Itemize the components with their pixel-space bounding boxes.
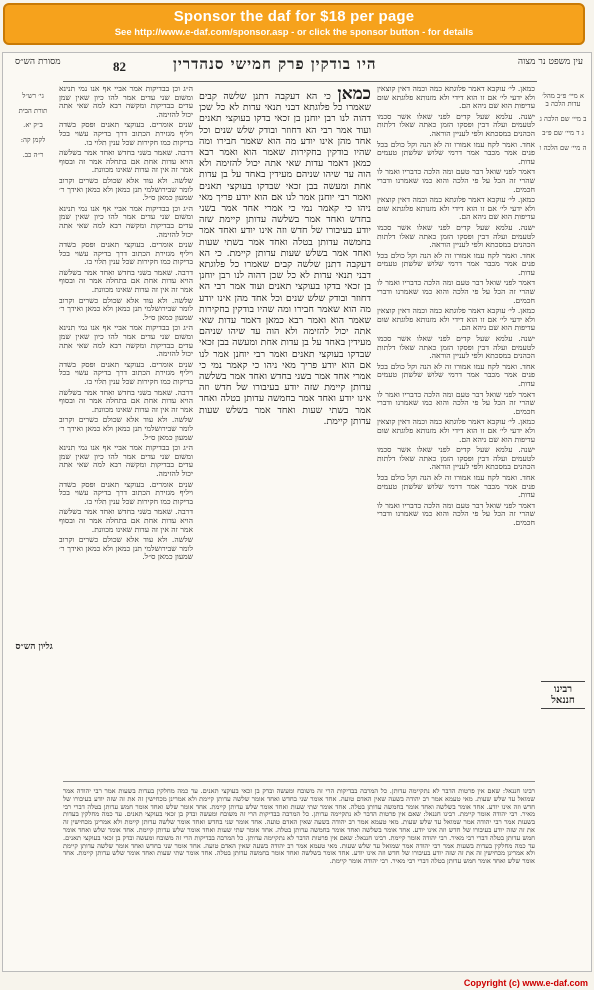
bottom-rule: [63, 781, 535, 782]
bottom-text: רבינו חננאל: שאם אין פרטות הדבר לא נתקיימה עדותן. כל המרבה בבדיקות הרי זה משובח ומעשה ובדק בן זכאי בעוקצי תאנים. עד כמה מחלקין בעדות בשעות אמר רבי יהודה אמר שמואל עד שלש שעות. מאי טעמא אמר רב יהודה בשעה שאין האדם טועה. אחד אומר שני בחדש ואחד אומר שלשה עדותן קיימת ולא אמרינן מכחישין זה את זה שזה יודע בעיבורו של חדש וזה אינו יודע. אחד אומר בשלשה ואחד אומר בחמשה עדותן בטלה. אחד אומר שתי שעות ואחד אומר שלש עדותן קיימת. אחד אומר שלש ואחד אומר חמש עדותן בטלה דברי רבי מאיר. רבי יהודה אומר קיימת.: [63, 788, 535, 819]
sponsor-banner[interactable]: [3, 3, 585, 45]
page-number: 82: [113, 59, 126, 74]
tosafot-paragraph: דרבה. שאמר בשני בחדש ואחד אמר בשלשה הויא עדות אחת אם בתחלה אמר זה ובסוף אמר זה אין זה עדות שאינו מכוונת.: [59, 507, 193, 534]
tosafot-paragraph: שלשה. ולא עוד אלא שכולם כשרים וקרוב לומר שבירושלמי תנן כמאן ולא כמאן ואידך ר׳ שמעון כמאן ס״ל.: [59, 295, 193, 322]
tosafot-paragraph: שלשה. ולא עוד אלא שכולם כשרים וקרוב לומר שבירושלמי תנן כמאן ולא כמאן ואידך ר׳ שמעון כמאן ס״ל.: [59, 415, 193, 442]
rashi-paragraph: אחד. ואמר לקח עמו אמורו זה לא הנה וקל כולם בכל פנים אמר מכבר אמר דרמי שלוש שלשתן טעמים עדות.: [377, 361, 535, 388]
tosafot-column: [59, 85, 193, 775]
tosafot-paragraph: דרבה. שאמר בשני בחדש ואחד אמר בשלשה הויא עדות אחת אם בתחלה אמר זה ובסוף אמר זה אין זה עדות שאינו מכוונת.: [59, 387, 193, 414]
rashi-paragraph: ישנה. עלמא שעל קדים לפני שאלו אשר סכמו לטעמים ועלה דבין ופסקו הזמן כאתה שאלו דלתות הכהנים במסכתא ולפי לעניין הוראה.: [377, 222, 535, 250]
tosafot-paragraph: ה״ג וכן בבדיקות אמר אביי אף אנו נמי תנינא ומשום שני עדים אמר להו כיון שאין שמן עדים בבדיקות ומקשה רבא למה שאי אתה יכול להזימה.: [59, 323, 193, 359]
page-title: היו בודקין פרק חמישי סנהדרין: [173, 55, 377, 73]
margin-note: ג ד מיי׳ שם פ״ב: [542, 129, 584, 138]
bottom-text: רבינו חננאל: שאם אין פרטות הדבר לא נתקיימה עדותן. כל המרבה בבדיקות הרי זה משובח ומעשה ובדק בן זכאי בעוקצי תאנים. עד כמה מחלקין בעדות בשעות אמר רבי יהודה אמר שמואל עד שלש שעות. מאי טעמא אמר רב יהודה בשעה שאין האדם טועה. אחד אומר שני בחדש ואחד אומר שלשה עדותן קיימת ולא אמרינן מכחישין זה את זה שזה יודע בעיבורו של חדש וזה אינו יודע. אחד אומר בשלשה ואחד אומר בחמשה עדותן בטלה. אחד אומר שתי שעות ואחד אומר שלש עדותן קיימת. אחד אומר שלש ואחד אומר חמש עדותן בטלה דברי רבי מאיר. רבי יהודה אומר קיימת.: [63, 810, 535, 842]
rashi-paragraph: אחד. ואמר לקח עמו אמורו זה לא הנה וקל כולם בכל פנים אמר מכבר אמר דרמי שלוש שלשתן טעמים עדות.: [377, 139, 535, 166]
margin-note: לקמן קה:: [20, 136, 46, 145]
rashi-paragraph: דאמר לפני שואל דבר טעם ומה הלכה כדבריו ואמר לו שהרי זה הכל על פי הלכה והוא כמו שאמרנו ודברי חכמים.: [377, 167, 535, 194]
rashi-column: [377, 85, 535, 775]
rashi-paragraph: אחד. ואמר לקח עמו אמורו זה לא הנה וקל כולם בכל פנים אמר מכבר אמר דרמי שלוש שלשתן טעמים עדות.: [377, 472, 535, 500]
margin-note: ב מיי׳ שם הלכה ג: [539, 114, 587, 123]
margin-note: ה מיי׳ שם הלכה ו: [539, 144, 587, 153]
gemara-opening-word: כמאן: [337, 89, 371, 104]
ein-mishpat-label: עין משפט נר מצוה: [517, 57, 583, 67]
tosafot-paragraph: שלשה. ולא עוד אלא שכולם כשרים וקרוב לומר שבירושלמי תנן כמאן ולא כמאן ואידך ר׳ שמעון כמאן ס״ל.: [59, 175, 193, 203]
bottom-text: רבינו חננאל: שאם אין פרטות הדבר לא נתקיימה עדותן. כל המרבה בבדיקות הרי זה משובח ומעשה ובדק בן זכאי בעוקצי תאנים. עד כמה מחלקין בעדות בשעות אמר רבי יהודה אמר שמואל עד שלש שעות. מאי טעמא אמר רב יהודה בשעה שאין האדם טועה. אחד אומר שני בחדש ואחד אומר שלשה עדותן קיימת ולא אמרינן מכחישין זה את זה שזה יודע בעיבורו של חדש וזה אינו יודע. אחד אומר בשלשה ואחד אומר בחמשה עדותן בטלה. אחד אומר שתי שעות ואחד אומר שלש עדותן קיימת. אחד אומר שלש ואחד אומר חמש עדותן בטלה דברי רבי מאיר. רבי יהודה אומר קיימת.: [63, 833, 535, 866]
tosafot-paragraph: ה״ג וכן בבדיקות אמר אביי אף אנו נמי תנינא ומשום שני עדים אמר להו כיון שאין שמן עדים בבדיקות ומקשה רבא למה שאי אתה יכול להזימה.: [59, 443, 193, 478]
tosafot-paragraph: ה״ג וכן בבדיקות אמר אביי אף אנו נמי תנינא ומשום שני עדים אמר להו כיון שאין שמן עדים בבדיקות ומקשה רבא למה שאי אתה יכול להזימה.: [59, 85, 193, 119]
tosafot-paragraph: שלשה. ולא עוד אלא שכולם כשרים וקרוב לומר שבירושלמי תנן כמאן ולא כמאן ואידך ר׳ שמעון כמאן ס״ל.: [59, 535, 193, 562]
gilyon-hashas-title: גליון הש״ס: [15, 642, 53, 652]
rashi-paragraph: כמאן. לי׳ עוקבא דאמר פלוגתא כמה וכמה דאין קוצאין ולא ידעי לי׳ אם זו הוא דידי ולא מזנותא פלוגתא שום עדיפות הוא שם ניהא הם.: [377, 417, 535, 444]
margin-note: א מיי׳ פ״ב מהל׳ עדות הלכה ב: [542, 91, 584, 108]
header-rule: [63, 81, 537, 82]
margin-note: ר״ה כב.: [22, 150, 44, 159]
rashi-paragraph: כמאן. לי׳ עוקבא דאמר פלוגתא כמה וכמה דאין קוצאין ולא ידעי לי׳ אם זו הוא דידי ולא מזנותא פלוגתא שום עדיפות הוא שם ניהא הם.: [377, 85, 535, 111]
margin-note: תורת הבית: [18, 106, 48, 115]
rashi-paragraph: כמאן. לי׳ עוקבא דאמר פלוגתא כמה וכמה דאין קוצאין ולא ידעי לי׳ אם זו הוא דידי ולא מזנותא פלוגתא שום עדיפות הוא שם ניהא הם.: [377, 195, 535, 222]
rabbenu-chananel-title: רבינו חננאל: [541, 681, 585, 709]
masoret-column: [7, 85, 59, 965]
gemara-text: כי הא דעקבה דתנן שלשה קבים שאמרו כל פלוגתא דבני תנאי עדות לא כל שכן דהוה לנו רבן יוחנן בן זכאי בדקו בעוקצי תאנים ועוד אמר רבי הא דחוזר ובודק שלש שנים וכל אחד מהן אינו יודע מה הוא שאמר חבירו ומה שהיו בודקין בחקירות שאמר הוא ואמר רבא כמאן דאמר עדות שאי אתה יכול להזימה ולא הוה עד שיהו שניהם מעידין באחד על בן עדות אחת ומעשה בבן זכאי שבדקו בעוקצי תאנים ואמר רבי יוחנן אמר לנו אם הוא יודע פריך מאי ניהו כי קאמר נמי כי אמרי אחד אמר בשני בחדש ואחד אמר בשלשה עדותן קיימת שזה יודע בעיבורו של חדש וזה אינו יודע ואחד אמר בחמשה עדותן בטלה ואחד אמר בשתי שעות ואחד אמר בשלש שעות עדותן קיימת.: [199, 91, 371, 259]
tosafot-paragraph: שנים אומרים. בעוקצי תאנים ופסק בשדה ויליף מגזירת הכתוב דרך בדיקה עשוי בכל בדיקות כמו חקירות שכל ענין תלוי בו.: [59, 359, 193, 386]
tosafot-paragraph: שנים אומרים. בעוקצי תאנים ופסק בשדה ויליף מגזירת הכתוב דרך בדיקה עשוי בכל בדיקות כמו חקירות שכל ענין תלוי בו.: [59, 120, 193, 147]
gemara-text: כי הא דעקבה דתנן שלשה קבים שאמרו כל פלוגתא דבני תנאי עדות לא כל שכן דהוה לנו רבן יוחנן בן זכאי בדקו בעוקצי תאנים ועוד אמר רבי הא דחוזר ובודק שלש שנים וכל אחד מהן אינו יודע מה הוא שאמר חבירו ומה שהיו בודקין בחקירות שאמר הוא ואמר רבא כמאן דאמר עדות שאי אתה יכול להזימה ולא הוה עד שיהו שניהם מעידין באחד על בן עדות אחת ומעשה בבן זכאי שבדקו בעוקצי תאנים ואמר רבי יוחנן אמר לנו אם הוא יודע פריך מאי ניהו כי קאמר נמי כי אמרי אחד אמר בשני בחדש ואחד אמר בשלשה עדותן קיימת שזה יודע בעיבורו של חדש וזה אינו יודע ואחד אמר בחמשה עדותן בטלה ואחד אמר בשתי שעות ואחד אמר בשלש שעות עדותן קיימת.: [199, 247, 371, 427]
tosafot-paragraph: ה״ג וכן בבדיקות אמר אביי אף אנו נמי תנינא ומשום שני עדים אמר להו כיון שאין שמן עדים בבדיקות ומקשה רבא למה שאי אתה יכול להזימה.: [59, 203, 193, 239]
tosafot-paragraph: דרבה. שאמר בשני בחדש ואחד אמר בשלשה הויא עדות אחת אם בתחלה אמר זה ובסוף אמר זה אין זה עדות שאינו מכוונת.: [59, 148, 193, 175]
tosafot-paragraph: שנים אומרים. בעוקצי תאנים ופסק בשדה ויליף מגזירת הכתוב דרך בדיקה עשוי בכל בדיקות כמו חקירות שכל ענין תלוי בו.: [59, 240, 193, 267]
margin-note: ב״ק יא.: [23, 121, 43, 130]
rashi-paragraph: אחד. ואמר לקח עמו אמורו זה לא הנה וקל כולם בכל פנים אמר מכבר אמר דרמי שלוש שלשתן טעמים עדות.: [377, 250, 535, 277]
banner-title[interactable]: Sponsor the daf for $18 per page: [173, 8, 415, 25]
margin-note: גי׳ רש״ל: [22, 91, 44, 100]
talmud-page: [2, 52, 592, 972]
bottom-commentary: [63, 788, 535, 958]
masoret-label: מסורת הש״ס: [15, 57, 61, 67]
copyright-link[interactable]: Copyright (c) www.e-daf.com: [463, 978, 588, 988]
gemara-column: [199, 89, 371, 659]
rashi-paragraph: ישנה. עלמא שעל קדים לפני שאלו אשר סכמו לטעמים ועלה דבין ופסקו הזמן כאתה שאלו דלתות הכהנים במסכתא ולפי לעניין הוראה.: [377, 334, 535, 361]
ein-mishpat-column: [539, 85, 587, 965]
tosafot-paragraph: שנים אומרים. בעוקצי תאנים ופסק בשדה ויליף מגזירת הכתוב דרך בדיקה עשוי בכל בדיקות כמו חקירות שכל ענין תלוי בו.: [59, 479, 193, 506]
rashi-paragraph: ישנה. עלמא שעל קדים לפני שאלו אשר סכמו לטעמים ועלה דבין ופסקו הזמן כאתה שאלו דלתות הכהנים במסכתא ולפי לעניין הוראה.: [377, 111, 535, 138]
rashi-paragraph: ישנה. עלמא שעל קדים לפני שאלו אשר סכמו לטעמים ועלה דבין ופסקו הזמן כאתה שאלו דלתות הכהנים במסכתא ולפי לעניין הוראה.: [377, 445, 535, 472]
banner-subtitle[interactable]: See http://www.e-daf.com/sponsor.asp - or click the sponsor button - for details: [114, 27, 474, 38]
rashi-paragraph: כמאן. לי׳ עוקבא דאמר פלוגתא כמה וכמה דאין קוצאין ולא ידעי לי׳ אם זו הוא דידי ולא מזנותא פלוגתא שום עדיפות הוא שם ניהא הם.: [377, 306, 535, 333]
tosafot-paragraph: דרבה. שאמר בשני בחדש ואחד אמר בשלשה הויא עדות אחת אם בתחלה אמר זה ובסוף אמר זה אין זה עדות שאינו מכוונת.: [59, 267, 193, 295]
rashi-paragraph: דאמר לפני שואל דבר טעם ומה הלכה כדבריו ואמר לו שהרי זה הכל על פי הלכה והוא כמו שאמרנו ודברי חכמים.: [377, 500, 535, 527]
rashi-paragraph: דאמר לפני שואל דבר טעם ומה הלכה כדבריו ואמר לו שהרי זה הכל על פי הלכה והוא כמו שאמרנו ודברי חכמים.: [377, 278, 535, 305]
rashi-paragraph: דאמר לפני שואל דבר טעם ומה הלכה כדבריו ואמר לו שהרי זה הכל על פי הלכה והוא כמו שאמרנו ודברי חכמים.: [377, 389, 535, 416]
